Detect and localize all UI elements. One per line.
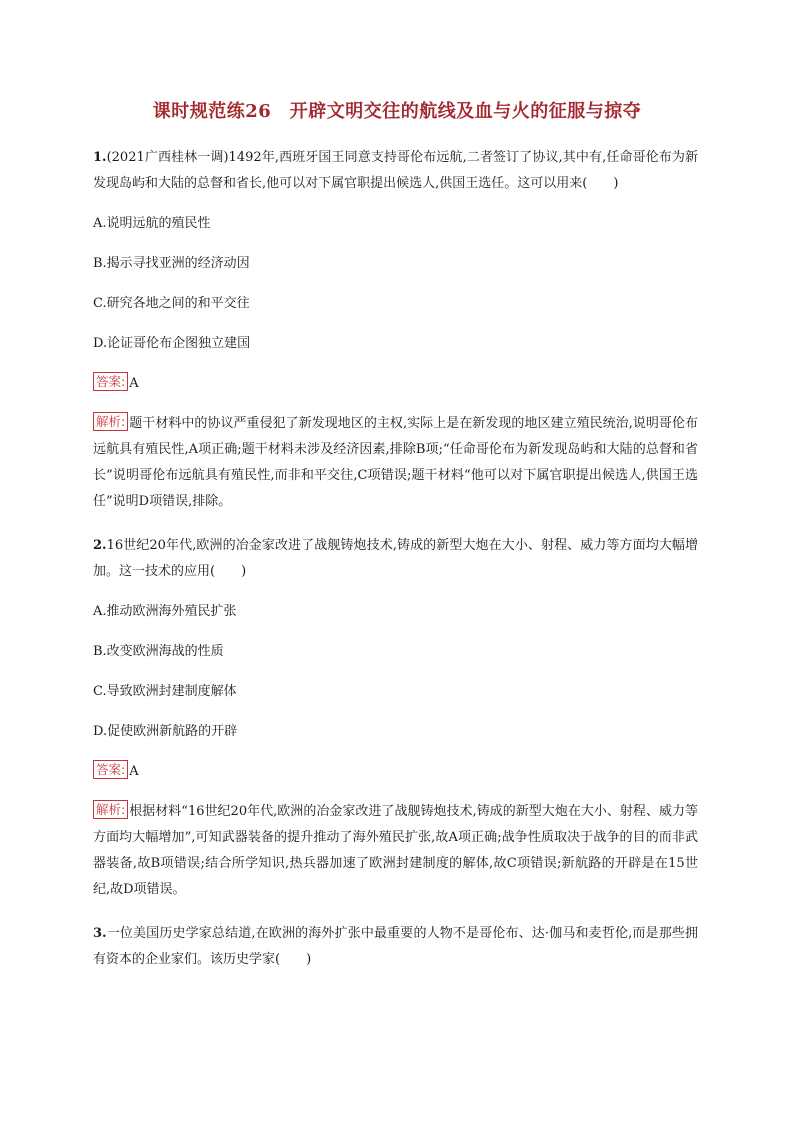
question-text: 一位美国历史学家总结道,在欧洲的海外扩张中最重要的人物不是哥伦布、达·伽马和麦哲伦,而是那些拥有资本的企业家们。该历史学家( ) xyxy=(93,926,698,967)
question-text: 16世纪20年代,欧洲的冶金家改进了战舰铸炮技术,铸成的新型大炮在大小、射程、威力等方面均大幅增加。这一技术的应用( ) xyxy=(93,538,698,579)
answer-label: 答案: xyxy=(93,372,128,391)
question-2-analysis xyxy=(93,799,698,903)
analysis-text: 根据材料“16世纪20年代,欧洲的冶金家改进了战舰铸炮技术,铸成的新型大炮在大小、射程、威力等方面均大幅增加”,可知武器装备的提升推动了海外殖民扩张,故A项正确;战争性质取决于战争的目的而非武器装备,故B项错误;结合所学知识,热兵器加速了欧洲封建制度的解体,故C项错误;新航路的开辟是在15世纪,故D项错误。 xyxy=(93,804,698,897)
document-content xyxy=(93,145,698,973)
question-2-option-d: D.促使欧洲新航路的开辟 xyxy=(93,724,238,739)
question-1-analysis xyxy=(93,411,698,515)
analysis-text: 题干材料中的协议严重侵犯了新发现地区的主权,实际上是在新发现的地区建立殖民统治,说明哥伦布远航具有殖民性,A项正确;题干材料未涉及经济因素,排除B项;“任命哥伦布为新发现岛屿和大陆的总督和省长”说明哥伦布远航具有殖民性,而非和平交往,C项错误;题干材料“他可以对下属官职提出候选人,供国王选任”说明D项错误,排除。 xyxy=(93,416,698,509)
question-2-stem xyxy=(93,533,698,585)
question-text: (2021广西桂林一调)1492年,西班牙国王同意支持哥伦布远航,二者签订了协议,其中有,任命哥伦布为新发现岛屿和大陆的总督和省长,他可以对下属官职提出候选人,供国王选任。这可以用来( ) xyxy=(93,150,698,191)
analysis-label: 解析: xyxy=(93,412,128,431)
answer-value: A xyxy=(129,764,139,779)
answer-label: 答案: xyxy=(93,760,128,779)
question-number: 1. xyxy=(93,150,107,165)
question-1-stem xyxy=(93,145,698,197)
question-2-answer xyxy=(93,759,698,785)
question-2-option-a: A.推动欧洲海外殖民扩张 xyxy=(93,604,237,619)
question-1-option-a: A.说明远航的殖民性 xyxy=(93,216,211,231)
page-title: 课时规范练26 开辟文明交往的航线及血与火的征服与掠夺 xyxy=(152,101,642,122)
question-number: 3. xyxy=(93,926,107,941)
question-1-option-b: B.揭示寻找亚洲的经济动因 xyxy=(93,256,250,271)
question-1-option-c: C.研究各地之间的和平交往 xyxy=(93,296,250,311)
question-2-option-c: C.导致欧洲封建制度解体 xyxy=(93,684,237,699)
analysis-label: 解析: xyxy=(93,800,128,819)
question-2-option-b: B.改变欧洲海战的性质 xyxy=(93,644,224,659)
question-1-answer xyxy=(93,371,698,397)
question-1-option-d: D.论证哥伦布企图独立建国 xyxy=(93,336,251,351)
question-3-stem xyxy=(93,921,698,973)
answer-value: A xyxy=(129,376,139,391)
question-number: 2. xyxy=(93,538,107,553)
